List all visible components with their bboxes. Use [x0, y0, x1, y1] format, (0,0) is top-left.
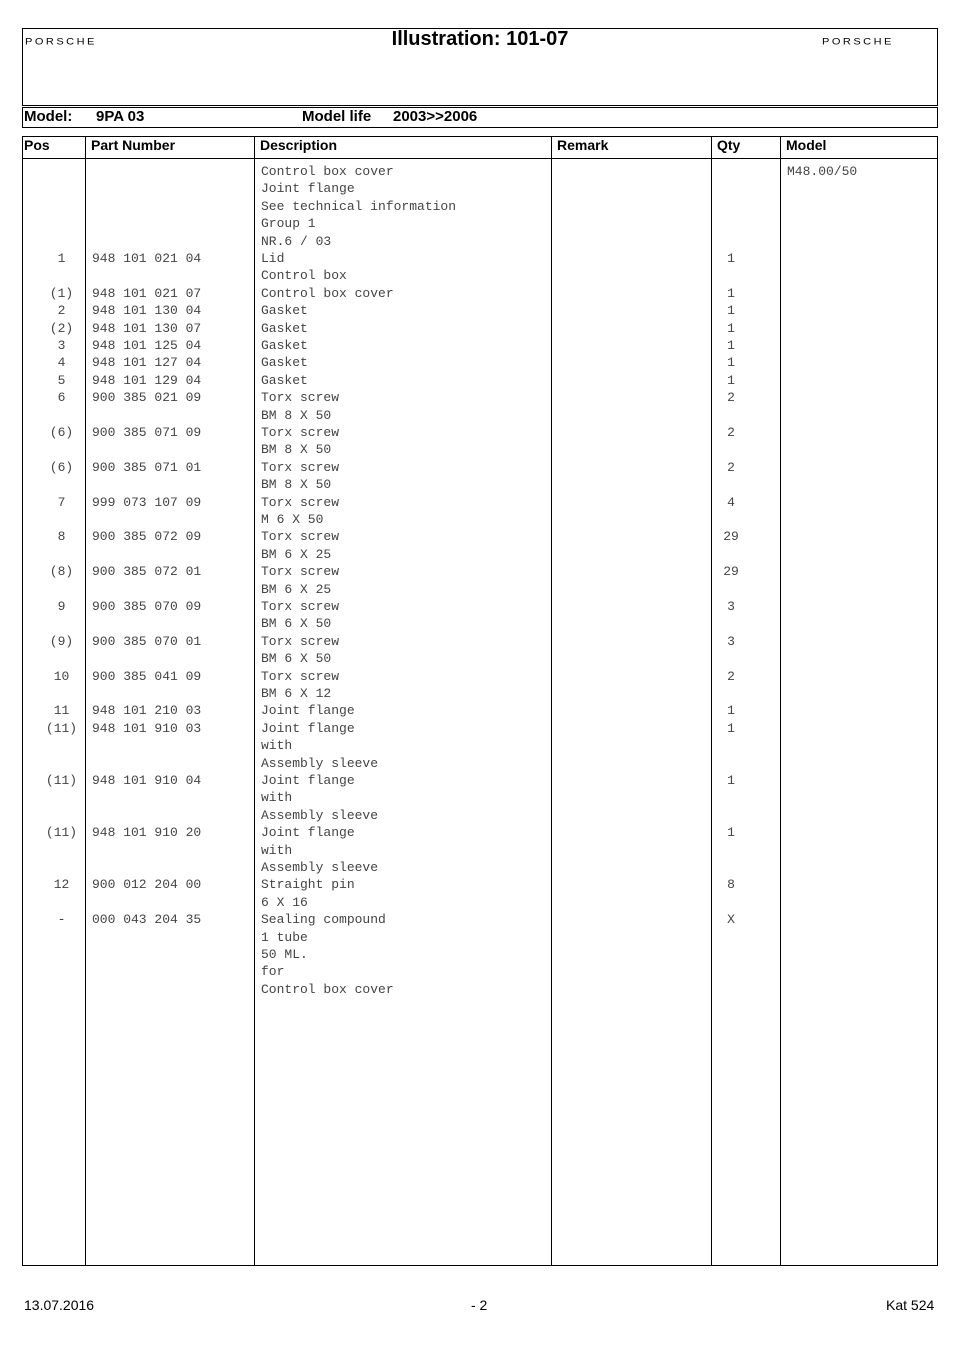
table-cell-description: Assembly sleeve: [261, 807, 379, 823]
table-cell-pos: 11: [53, 703, 70, 719]
table-cell-description: Joint flange: [261, 825, 355, 841]
column-header-remark: Remark: [557, 137, 609, 153]
table-cell-pos: (6): [49, 459, 74, 475]
table-cell-description: Gasket: [261, 372, 308, 388]
table-cell-description: NR.6 / 03: [261, 233, 332, 249]
header-divider: [22, 158, 938, 159]
column-divider: [254, 136, 255, 1266]
table-cell-description: BM 8 X 50: [261, 407, 332, 423]
page-title: Illustration: 101-07: [391, 28, 569, 50]
table-cell-description: with: [261, 738, 293, 754]
table-cell-pos: (11): [45, 825, 78, 841]
table-cell-pos: 5: [57, 372, 66, 388]
table-cell-qty: 2: [727, 390, 735, 406]
table-cell-qty: 1: [727, 825, 735, 841]
column-divider: [780, 136, 781, 1266]
porsche-logo-right: PORSCHE: [822, 37, 894, 47]
table-cell-part-number: 948 101 910 03: [92, 720, 202, 736]
table-cell-description: Gasket: [261, 320, 308, 336]
table-cell-pos: 1: [57, 251, 66, 266]
table-cell-part-number: 900 385 041 09: [92, 668, 202, 684]
table-cell-pos: (9): [49, 633, 74, 649]
table-cell-description: Torx screw: [261, 529, 340, 545]
table-cell-part-number: 900 385 070 01: [92, 633, 202, 649]
table-cell-pos: (8): [49, 564, 74, 580]
table-cell-pos: -: [57, 912, 66, 928]
table-cell-description: Joint flange: [261, 720, 355, 736]
column-header-model: Model: [786, 137, 827, 153]
table-cell-qty: 2: [727, 459, 735, 475]
table-cell-description: Straight pin: [261, 877, 355, 893]
column-header-part-number: Part Number: [91, 137, 176, 153]
table-cell-part-number: 900 385 021 09: [92, 390, 202, 406]
table-cell-part-number: 948 101 210 03: [92, 703, 202, 719]
table-cell-description: Control box cover: [261, 164, 394, 179]
table-cell-qty: 1: [727, 372, 735, 388]
table-cell-pos: (11): [45, 720, 78, 736]
table-cell-pos: 4: [57, 355, 66, 371]
column-header-description: Description: [260, 137, 338, 153]
table-cell-pos: 9: [57, 599, 66, 614]
table-cell-qty: X: [727, 912, 735, 928]
table-cell-description: 50 ML.: [261, 947, 308, 962]
table-cell-qty: 1: [727, 773, 735, 788]
porsche-logo-left: PORSCHE: [25, 37, 97, 47]
table-cell-pos: (6): [49, 425, 74, 440]
table-cell-qty: 4: [727, 494, 735, 510]
table-cell-pos: 6: [57, 390, 66, 406]
catalog-number: Kat 524: [886, 1297, 935, 1313]
table-cell-part-number: 948 101 127 04: [92, 355, 202, 371]
table-cell-description: Torx screw: [261, 633, 340, 649]
table-cell-description: with: [261, 842, 293, 858]
table-cell-part-number: 900 385 072 09: [92, 529, 202, 545]
table-cell-part-number: 948 101 129 04: [92, 372, 202, 388]
table-cell-description: BM 8 X 50: [261, 442, 332, 458]
table-cell-part-number: 948 101 130 07: [92, 320, 202, 336]
table-cell-description: Control box cover: [261, 285, 394, 301]
table-cell-qty: 29: [723, 564, 739, 580]
table-cell-description: 1 tube: [261, 929, 308, 945]
table-cell-part-number: 900 385 071 01: [92, 459, 202, 475]
column-header-pos: Pos: [24, 137, 50, 153]
table-cell-part-number: 948 101 021 07: [92, 285, 202, 301]
table-cell-description: Sealing compound: [261, 912, 386, 928]
table-cell-description: Control box cover: [261, 981, 394, 997]
table-cell-pos: 12: [53, 877, 70, 893]
table-cell-description: See technical information: [261, 198, 457, 214]
table-cell-description: Gasket: [261, 338, 308, 353]
table-cell-pos: 10: [53, 668, 70, 684]
table-cell-qty: 1: [727, 703, 735, 719]
table-cell-part-number: 900 012 204 00: [92, 877, 202, 893]
table-cell-description: BM 6 X 25: [261, 546, 332, 562]
table-cell-description: Torx screw: [261, 599, 340, 614]
table-cell-pos: (2): [49, 320, 74, 336]
table-cell-qty: 1: [727, 251, 735, 266]
table-cell-description: Joint flange: [261, 181, 355, 197]
table-cell-qty: 3: [727, 599, 735, 614]
table-cell-description: Joint flange: [261, 773, 355, 788]
model-life-label: Model life: [302, 108, 372, 125]
table-cell-qty: 8: [727, 877, 735, 893]
model-value: 9PA 03: [96, 108, 145, 125]
table-cell-description: Assembly sleeve: [261, 755, 379, 771]
table-cell-qty: 1: [727, 355, 735, 371]
table-cell-description: Lid: [261, 251, 285, 266]
table-cell-description: Torx screw: [261, 668, 340, 684]
table-cell-description: Group 1: [261, 216, 316, 232]
table-cell-description: Gasket: [261, 355, 308, 371]
table-cell-qty: 1: [727, 320, 735, 336]
table-cell-pos: 2: [57, 303, 66, 319]
table-cell-description: Torx screw: [261, 425, 340, 440]
table-cell-pos: (11): [45, 773, 78, 788]
table-cell-part-number: 948 101 910 04: [92, 773, 202, 788]
table-cell-pos: 3: [57, 338, 66, 353]
table-cell-description: BM 8 X 50: [261, 477, 332, 493]
table-cell-description: BM 6 X 25: [261, 581, 332, 597]
table-cell-part-number: 948 101 910 20: [92, 825, 202, 841]
table-cell-description: BM 6 X 12: [261, 686, 332, 701]
table-cell-qty: 1: [727, 720, 735, 736]
table-cell-qty: 1: [727, 338, 735, 353]
table-cell-part-number: 999 073 107 09: [92, 494, 202, 510]
table-cell-model: M48.00/50: [787, 164, 858, 179]
table-cell-qty: 29: [723, 529, 739, 545]
table-cell-pos: (1): [49, 285, 74, 301]
column-divider: [551, 136, 552, 1266]
table-cell-qty: 1: [727, 303, 735, 319]
table-cell-description: Joint flange: [261, 703, 355, 719]
print-date: 13.07.2016: [24, 1297, 95, 1313]
table-cell-description: Control box: [261, 268, 347, 284]
table-cell-part-number: 900 385 071 09: [92, 425, 202, 440]
model-life-value: 2003>>2006: [393, 108, 478, 125]
table-cell-description: Torx screw: [261, 564, 340, 580]
table-cell-description: Torx screw: [261, 494, 340, 510]
table-cell-description: M 6 X 50: [261, 512, 324, 527]
column-header-qty: Qty: [717, 137, 741, 153]
page-number: - 2: [471, 1297, 488, 1313]
table-cell-description: 6 X 16: [261, 894, 308, 910]
table-cell-part-number: 900 385 072 01: [92, 564, 202, 580]
table-cell-part-number: 948 101 130 04: [92, 303, 202, 319]
table-cell-description: for: [261, 964, 285, 980]
table-cell-description: Torx screw: [261, 390, 340, 406]
table-cell-description: Gasket: [261, 303, 308, 319]
table-cell-part-number: 000 043 204 35: [92, 912, 202, 928]
table-cell-pos: 7: [57, 494, 66, 510]
table-cell-description: Assembly sleeve: [261, 860, 379, 875]
table-cell-qty: 2: [727, 425, 735, 440]
model-label: Model:: [24, 108, 73, 125]
table-cell-qty: 1: [727, 285, 735, 301]
table-cell-description: BM 6 X 50: [261, 616, 332, 632]
table-cell-description: BM 6 X 50: [261, 651, 332, 667]
table-cell-part-number: 948 101 125 04: [92, 338, 202, 353]
table-cell-pos: 8: [57, 529, 66, 545]
table-cell-qty: 2: [727, 668, 735, 684]
table-cell-part-number: 948 101 021 04: [92, 251, 202, 266]
table-cell-qty: 3: [727, 633, 735, 649]
table-cell-description: with: [261, 790, 293, 806]
table-cell-description: Torx screw: [261, 459, 340, 475]
model-bar: [22, 107, 938, 128]
table-cell-part-number: 900 385 070 09: [92, 599, 202, 614]
